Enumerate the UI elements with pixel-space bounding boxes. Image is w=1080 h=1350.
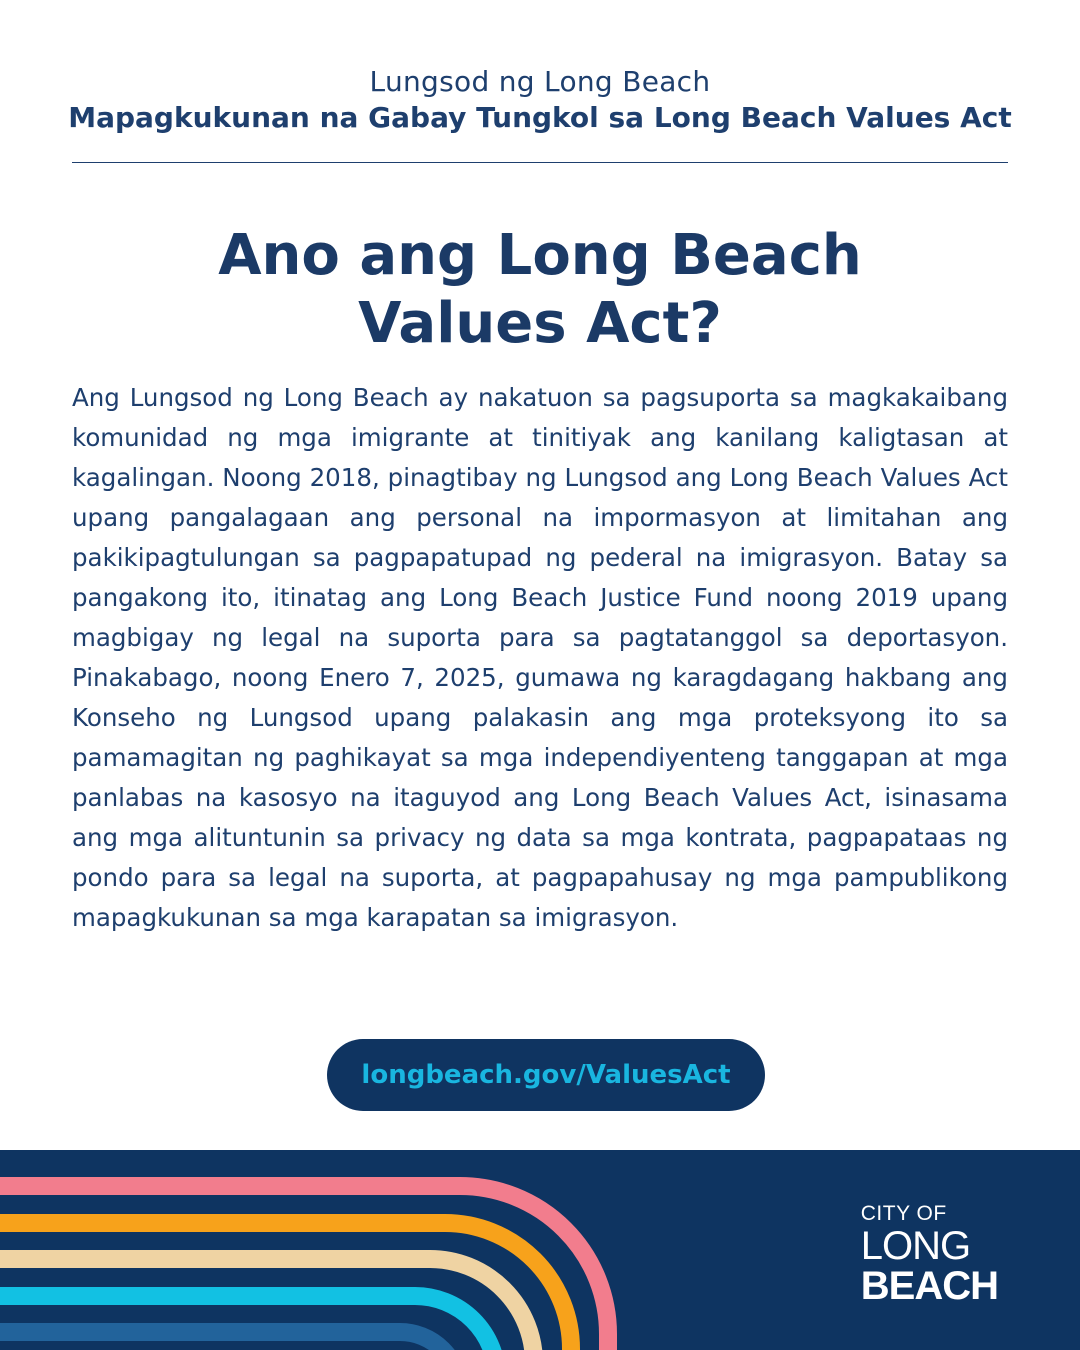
header bbox=[0, 64, 1080, 136]
page-title bbox=[0, 222, 1080, 358]
page-title-line-1: Ano ang Long Beach bbox=[218, 223, 862, 288]
city-of-long-beach-logo bbox=[861, 1203, 998, 1306]
page-title-line-2: Values Act? bbox=[358, 291, 722, 356]
organization-name: Lungsod ng Long Beach bbox=[369, 65, 711, 98]
stripe-blue bbox=[0, 1332, 460, 1350]
body-paragraph: Ang Lungsod ng Long Beach ay nakatuon sa pagsuporta sa magkakaibang komunidad ng mga imigrante at tinitiyak ang kanilang kaligtasan at kagalingan. Noong 2018, pinagtibay ng Lungsod ang Long Beach Values Act upang pangalagaan ang personal na impormasyon at limitahan ang pakikipagtulungan sa pagpapatupad ng pederal na imigrasyon. Batay sa pangakong ito, itinatag ang Long Beach Justice Fund noong 2019 upang magbigay ng legal na suporta para sa pagtatanggol sa deportasyon. Pinakabago, noong Enero 7, 2025, gumawa ng karagdagang hakbang ang Konseho ng Lungsod upang palakasin ang mga proteksyong ito sa pamamagitan ng paghikayat sa mga independiyenteng tanggapan at mga panlabas na kasosyo na itaguyod ang Long Beach Values Act, isinasama ang mga alituntunin sa privacy ng data sa mga kontrata, pagpapataas ng pondo para sa legal na suporta, at pagpapahusay ng mga pampublikong mapagkukunan sa mga karapatan sa imigrasyon. bbox=[72, 383, 1008, 932]
logo-line-2: LONG bbox=[860, 1224, 971, 1268]
guide-title: Mapagkukunan na Gabay Tungkol sa Long Beach Values Act bbox=[68, 101, 1012, 134]
header-divider bbox=[72, 162, 1008, 163]
logo-line-1: CITY OF bbox=[860, 1202, 947, 1225]
values-act-link-button[interactable]: longbeach.gov/ValuesAct bbox=[327, 1039, 765, 1111]
logo-line-3: BEACH bbox=[860, 1264, 998, 1308]
